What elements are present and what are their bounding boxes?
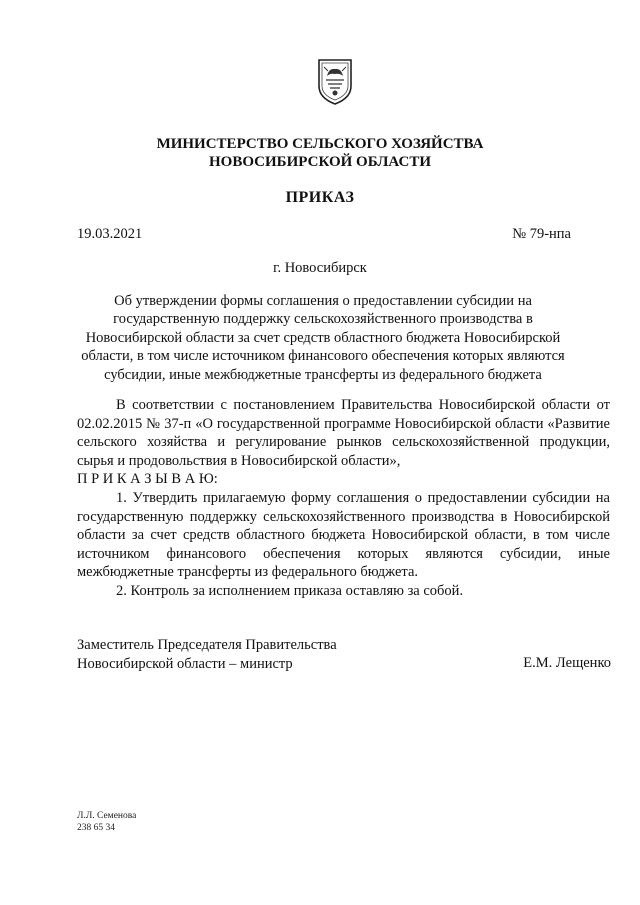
executor-info	[77, 810, 136, 834]
order-word: П Р И К А З Ы В А Ю:	[77, 471, 218, 488]
coat-of-arms-icon	[316, 58, 354, 106]
executor-phone: 238 65 34	[77, 823, 115, 833]
document-body	[77, 396, 610, 601]
signatory-position-line2: Новосибирской области – министр	[77, 656, 293, 672]
preamble-paragraph: В соответствии с постановлением Правительства Новосибирской области от 02.02.2015 № 37-п «О государственной программе Новосибирской области «Развитие сельского хозяйства и регулирование рынков сельскохозяйственной продукции, сырья и продовольствия в Новосибирской области»,	[77, 397, 610, 469]
document-number: № 79-нпа	[512, 226, 571, 242]
executor-name: Л.Л. Семенова	[77, 811, 137, 821]
ministry-name-line2: НОВОСИБИРСКОЙ ОБЛАСТИ	[208, 154, 432, 170]
order-item-2: 2. Контроль за исполнением приказа оставляю за собой.	[116, 582, 464, 599]
signatory-name: Е.М. Лещенко	[523, 655, 611, 671]
document-city: г. Новосибирск	[273, 260, 367, 276]
signatory-position-line1: Заместитель Председателя Правительства	[77, 637, 337, 653]
document-subject: Об утверждении формы соглашения о предоставлении субсидии на государственную поддержку сельскохозяйственного производства в Новосибирской области за счет средств областного бюджета Новосибирской области, в том числе источником финансового обеспечения которых являются субсидии, иные межбюджетные трансферты из федерального бюджета	[81, 293, 565, 383]
document-date: 19.03.2021	[77, 226, 143, 242]
document-type: ПРИКАЗ	[285, 189, 355, 206]
ministry-name-line1: МИНИСТЕРСТВО СЕЛЬСКОГО ХОЗЯЙСТВА	[156, 136, 484, 152]
signatory-position	[77, 636, 337, 674]
order-item-1: 1. Утвердить прилагаемую форму соглашения о предоставлении субсидии на государственную поддержку сельскохозяйственного производства в Новосибирской области за счет средств областного бюджета Новосибирской области, в том числе источником финансового обеспечения которых являются субсидии, иные межбюджетные трансферты из федерального бюджета.	[77, 489, 610, 581]
